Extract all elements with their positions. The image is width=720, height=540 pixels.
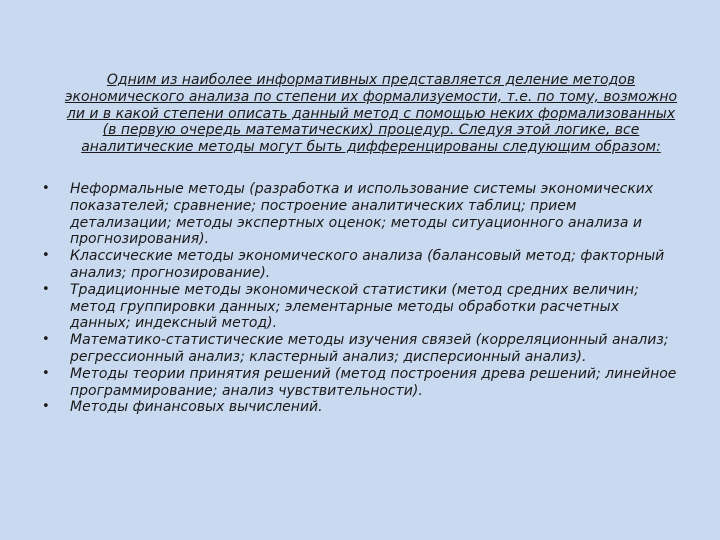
bullet-icon: • [42, 248, 50, 264]
bullet-icon: • [42, 365, 50, 381]
bullet-icon: • [42, 332, 50, 348]
intro-paragraph: Одним из наиболее информативных представляется деление методов экономического анализа по степени их формализуемости, т.е. по тому, возможно ли и в какой степени описать данный метод с помощью неких формализованных (в первую очередь математических) процедур. Следуя этой логике, все аналитические методы могут быть дифференцированы следующим образом: [64, 72, 678, 156]
methods-list [42, 181, 682, 416]
bullet-icon: • [42, 281, 50, 297]
list-item-text: Методы финансовых вычислений. [70, 399, 323, 416]
bullet-icon: • [42, 399, 50, 415]
bullet-icon: • [42, 181, 50, 196]
list-item-text: Классические методы экономического анализа (балансовый метод; факторный анализ; прогнозирование). [70, 248, 665, 281]
list-item [42, 399, 682, 416]
list-item-text: Методы теории принятия решений (метод построения древа решений; линейное программирование; анализ чувствительности). [70, 365, 677, 399]
list-item [42, 366, 682, 400]
list-item [42, 282, 682, 332]
list-item-text: Математико-статистические методы изучения связей (корреляционный анализ; регрессионный анализ; кластерный анализ; дисперсионный анализ). [70, 332, 669, 365]
list-item-text: Традиционные методы экономической статистики (метод средних величин; метод группировки данных; элементарные методы обработки расчетных данных; индексный метод). [70, 281, 639, 332]
list-item [42, 181, 682, 248]
list-item-text: Неформальные методы (разработка и использование системы экономических показателей; сравнение; построение аналитических таблиц; прием детализации; методы экспертных оценок; методы ситуационного анализа и прогнозирования). [70, 181, 654, 248]
list-item [42, 248, 682, 282]
list-item [42, 332, 682, 366]
